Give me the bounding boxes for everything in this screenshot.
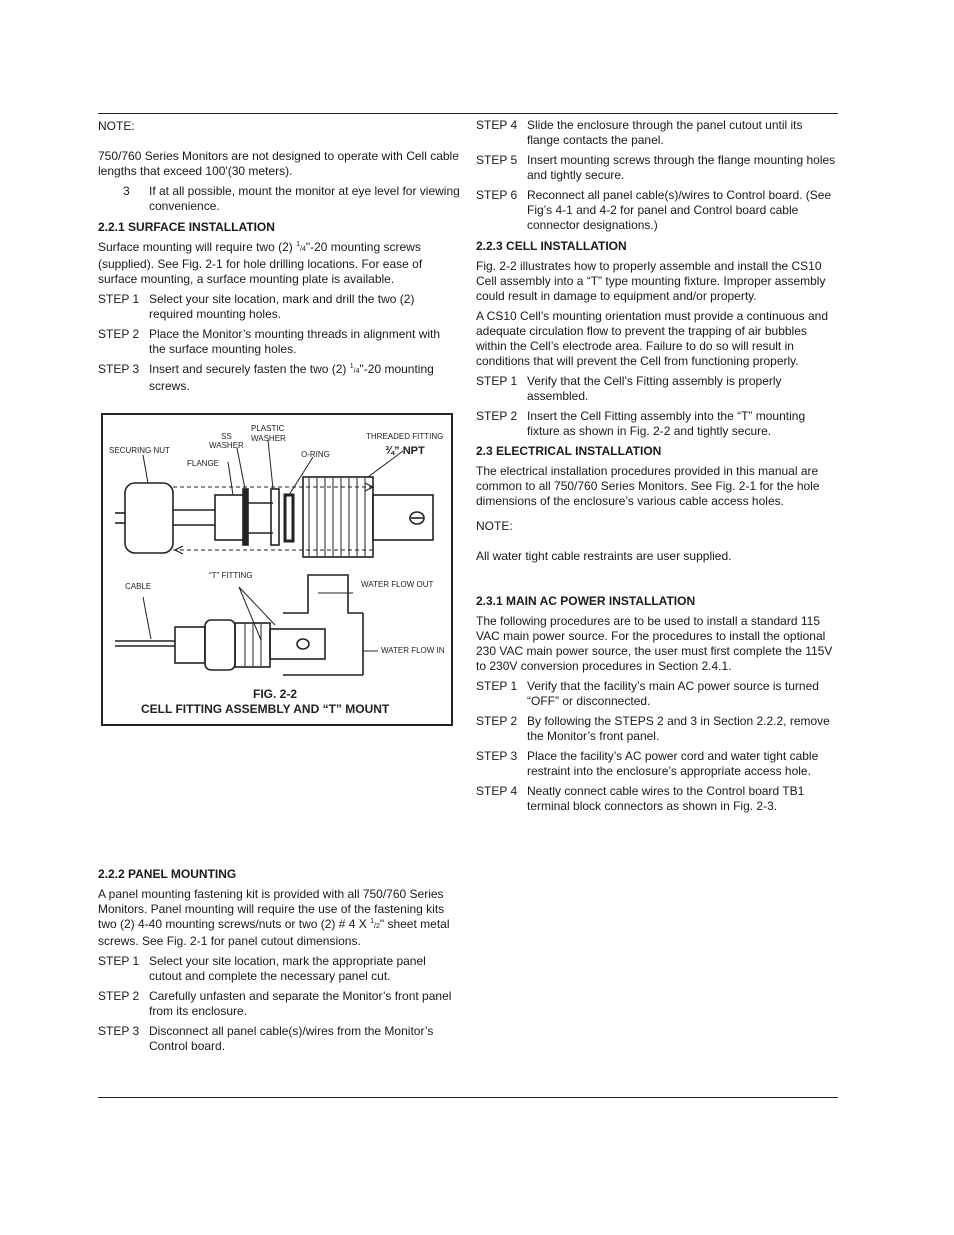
cell-fitting-figure	[101, 413, 453, 726]
step-text: Disconnect all panel cable(s)/wires from the Monitor’s Control board.	[149, 1024, 434, 1053]
ac-step-1	[476, 679, 838, 709]
electrical-installation-heading: 2.3 ELECTRICAL INSTALLATION	[476, 444, 662, 458]
label-plastic-washer-1: PLASTIC	[251, 424, 285, 433]
right-column	[476, 118, 838, 819]
step-text: Verify that the facility’s main AC power source is turned “OFF” or disconnected.	[527, 679, 819, 708]
step-label: STEP 2	[98, 327, 140, 341]
step-label: STEP 2	[98, 989, 140, 1003]
label-t-fitting: “T” FITTING	[209, 571, 253, 580]
ac-step-3	[476, 749, 838, 779]
surface-step-2	[98, 327, 460, 357]
flange-shape	[215, 495, 245, 540]
step-label: STEP 6	[476, 188, 518, 202]
step-text: Place the facility’s AC power cord and water tight cable restraint into the enclosure’s appropriate access hole.	[527, 749, 819, 778]
list-text: If at all possible, mount the monitor at eye level for viewing convenience.	[149, 184, 460, 213]
ac-step-4	[476, 784, 838, 814]
bottom-nut-shape	[175, 627, 205, 663]
surface-intro: Surface mounting will require two (2) $^1$/4"-20 mounting screws (supplied). See Fig. 2-1 for hole drilling locations. For ease of surface mounting, a surface mounting plate is available.	[98, 240, 423, 286]
panel-intro: A panel mounting fastening kit is provided with all 750/760 Series Monitors. Panel mounting will require the use of the fastening kits two (2) 4-40 mounting screws/nuts or two (2) # 4 X $^1$/2" sheet metal screws. See Fig. 2-1 for panel cutout dimensions.	[98, 887, 450, 948]
bottom-rule	[98, 1097, 838, 1098]
electrical-note-label: NOTE:	[476, 519, 513, 533]
cell-fitting-illustration	[103, 415, 451, 724]
panel-step-4	[476, 118, 838, 148]
step-label: STEP 1	[98, 292, 140, 306]
ss-washer-shape	[243, 489, 248, 545]
left-column-lower	[98, 867, 460, 1059]
panel-step-6	[476, 188, 838, 233]
panel-step-5	[476, 153, 838, 183]
step-label: STEP 1	[476, 374, 518, 388]
cell-installation-heading: 2.2.3 CELL INSTALLATION	[476, 239, 627, 253]
oring-shape	[285, 495, 293, 541]
step-text: Insert the Cell Fitting assembly into the “T” mounting fixture as shown in Fig. 2-2 and tightly secure.	[527, 409, 806, 438]
panel-step-2	[98, 989, 460, 1019]
surface-step-3	[98, 362, 460, 394]
step-text: Verify that the Cell’s Fitting assembly is properly assembled.	[527, 374, 782, 403]
step-text: Select your site location, mark the appropriate panel cutout and complete the necessary panel cut.	[149, 954, 426, 983]
label-flange: FLANGE	[187, 459, 220, 468]
step-text: Select your site location, mark and drill the two (2) required mounting holes.	[149, 292, 415, 321]
electrical-note-text: All water tight cable restraints are user supplied.	[476, 549, 732, 563]
label-plastic-washer-2: WASHER	[251, 434, 286, 443]
threaded-fitting-shape	[303, 477, 373, 557]
step-label: STEP 2	[476, 409, 518, 423]
step-label: STEP 3	[476, 749, 518, 763]
panel-mounting-heading: 2.2.2 PANEL MOUNTING	[98, 867, 237, 881]
top-rule	[98, 113, 838, 114]
surface-step-1	[98, 292, 460, 322]
step-text: Place the Monitor’s mounting threads in alignment with the surface mounting holes.	[149, 327, 441, 356]
left-column-upper	[98, 119, 460, 399]
step-text: Insert mounting screws through the flange mounting holes and tightly secure.	[527, 153, 836, 182]
label-ss-washer-1: SS	[221, 432, 232, 441]
cell-step-1	[476, 374, 838, 404]
surface-installation-heading: 2.2.1 SURFACE INSTALLATION	[98, 220, 275, 234]
label-water-flow-out: WATER FLOW OUT	[361, 580, 434, 589]
step-label: STEP 4	[476, 784, 518, 798]
list-item-3	[98, 184, 460, 214]
label-securing-nut: SECURING NUT	[109, 446, 170, 455]
step-text: Insert and securely fasten the two (2) $^1$/4"-20 mounting screws.	[149, 362, 434, 393]
note-text: 750/760 Series Monitors are not designed to operate with Cell cable lengths that exceed 100'(30 meters).	[98, 149, 459, 178]
ac-paragraph: The following procedures are to be used to install a standard 115 VAC main power source. For the procedures to install the optional 230 VAC main power source, the user must first complete the 115V to 230V conversion procedures in Section 2.4.1.	[476, 614, 833, 673]
label-water-flow-in: WATER FLOW IN	[381, 646, 445, 655]
label-cable: CABLE	[125, 582, 152, 591]
step-text: Neatly connect cable wires to the Control board TB1 terminal block connectors as shown in Fig. 2-3.	[527, 784, 805, 813]
list-number: 3	[123, 184, 130, 198]
plastic-washer-shape	[271, 489, 279, 545]
figure-caption-title: CELL FITTING ASSEMBLY AND “T” MOUNT	[141, 702, 390, 716]
step-label: STEP 3	[98, 1024, 140, 1038]
panel-step-1	[98, 954, 460, 984]
label-oring: O-RING	[301, 450, 330, 459]
cell-paragraph-2: A CS10 Cell’s mounting orientation must provide a continuous and adequate circulation flow to prevent the trapping of air bubbles within the Cell’s electrode area. Failure to do so will result in conditions that will prevent the Cell from functioning properly.	[476, 309, 828, 368]
step-label: STEP 1	[476, 679, 518, 693]
electrical-paragraph: The electrical installation procedures provided in this manual are common to all 750/760 Series Monitors. See Fig. 2-1 for the hole dimensions of the enclosure’s various cable access holes.	[476, 464, 820, 508]
t-pipe-shape	[283, 575, 363, 613]
step-label: STEP 3	[98, 362, 140, 376]
cell-paragraph-1: Fig. 2-2 illustrates how to properly assemble and install the CS10 Cell assembly into a “T” type mounting fixture. Improper assembly could result in damage to equipment and/or property.	[476, 259, 826, 303]
step-text: Slide the enclosure through the panel cutout until its flange contacts the panel.	[527, 118, 803, 147]
step-label: STEP 2	[476, 714, 518, 728]
label-npt: ¾” NPT	[385, 445, 425, 457]
step-text: Reconnect all panel cable(s)/wires to Control board. (See Fig’s 4-1 and 4-2 for panel and Control board cable connector designations.)	[527, 188, 832, 232]
step-label: STEP 5	[476, 153, 518, 167]
panel-step-3	[98, 1024, 460, 1054]
cell-step-2	[476, 409, 838, 439]
step-label: STEP 4	[476, 118, 518, 132]
step-text: Carefully unfasten and separate the Monitor’s front panel from its enclosure.	[149, 989, 452, 1018]
note-label: NOTE:	[98, 119, 135, 133]
label-threaded-fitting: THREADED FITTING	[366, 432, 444, 441]
step-label: STEP 1	[98, 954, 140, 968]
figure-caption-number: FIG. 2-2	[253, 687, 298, 701]
label-ss-washer-2: WASHER	[209, 441, 244, 450]
ac-step-2	[476, 714, 838, 744]
securing-nut-shape	[125, 483, 173, 553]
main-ac-power-heading: 2.3.1 MAIN AC POWER INSTALLATION	[476, 594, 696, 608]
step-text: By following the STEPS 2 and 3 in Section 2.2.2, remove the Monitor’s front panel.	[527, 714, 830, 743]
